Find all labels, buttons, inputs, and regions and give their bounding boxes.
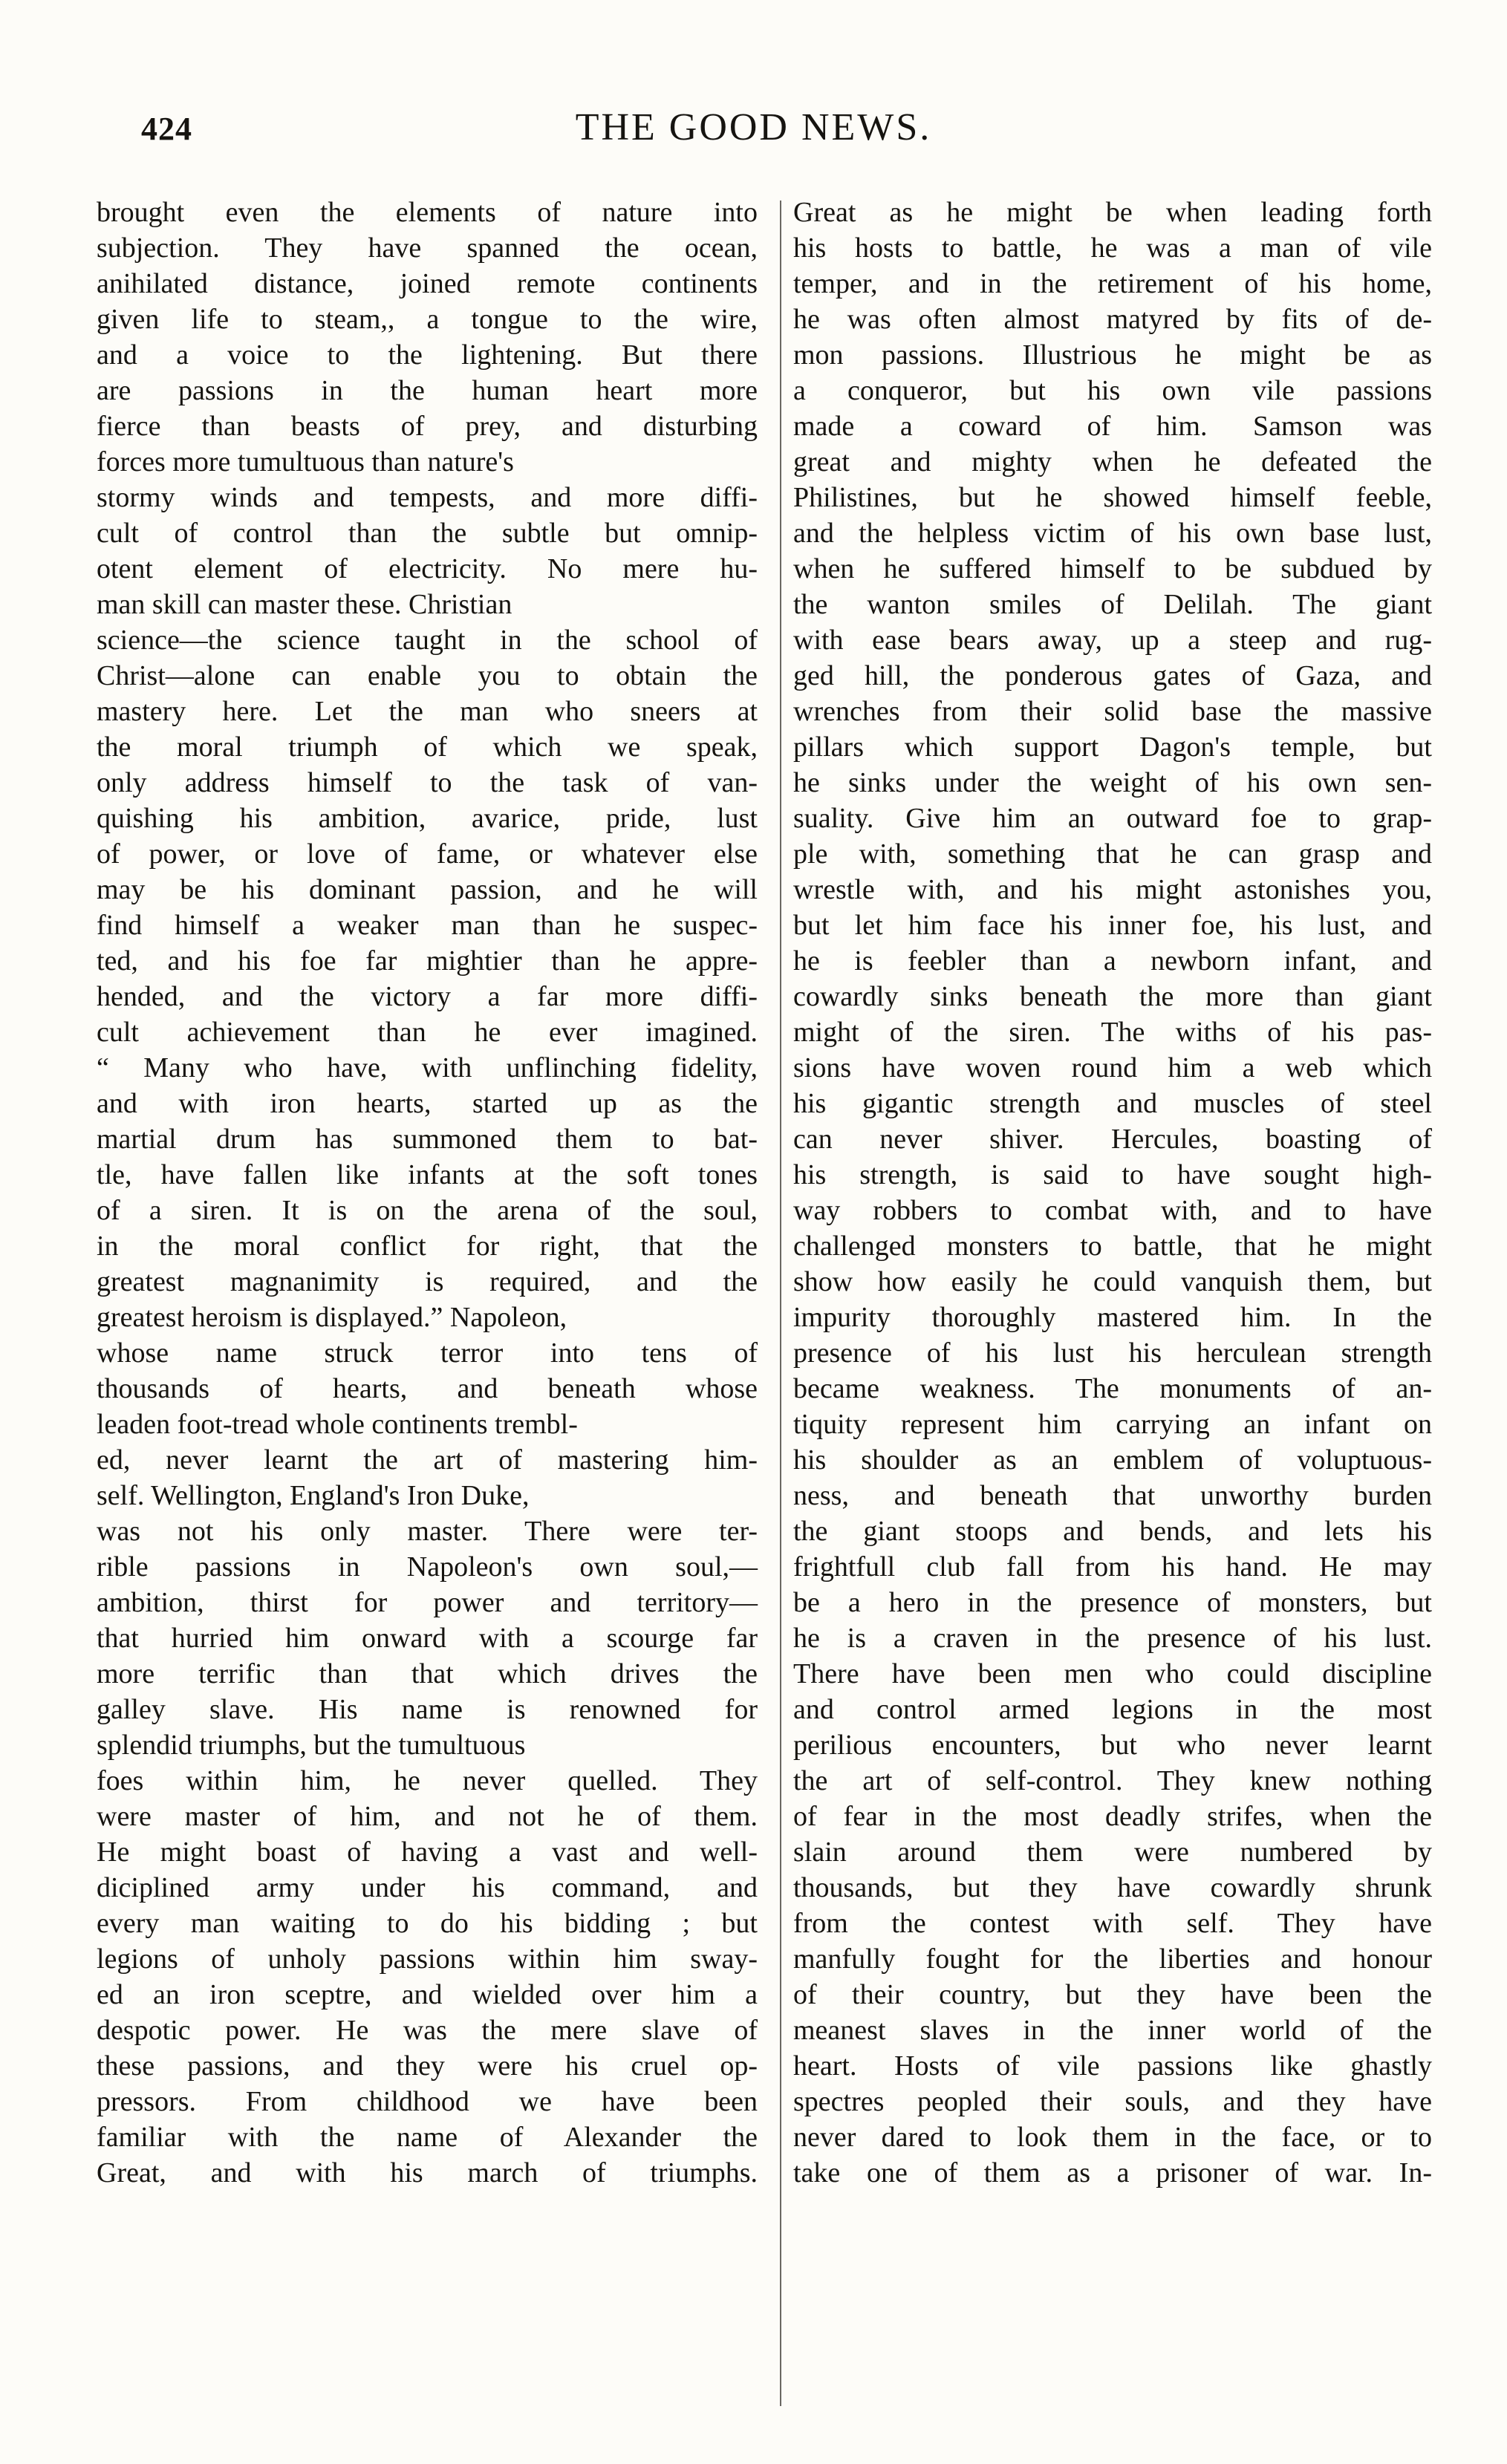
text-line: only address himself to the task of van- <box>97 767 758 798</box>
text-line: greatest magnanimity is required, and the <box>97 1266 758 1297</box>
text-line: legions of unholy passions within him sway- <box>97 1943 758 1975</box>
text-line: ple with, something that he can grasp and <box>793 838 1432 870</box>
text-line: way robbers to combat with, and to have <box>793 1195 1432 1226</box>
text-line: quishing his ambition, avarice, pride, lust <box>97 803 758 834</box>
text-line: but let him face his inner foe, his lust, and <box>793 910 1432 941</box>
text-line: from the contest with self. They have <box>793 1908 1432 1939</box>
text-line: was not his only master. There were ter- <box>97 1516 758 1547</box>
text-line: he was often almost matyred by fits of de- <box>793 304 1432 335</box>
column-rule <box>780 201 781 2406</box>
text-line: ted, and his foe far mightier than he appre- <box>97 945 758 977</box>
text-line: he is feebler than a newborn infant, and <box>793 945 1432 977</box>
text-line: wrenches from their solid base the massive <box>793 696 1432 727</box>
text-line: of a siren. It is on the arena of the soul, <box>97 1195 758 1226</box>
text-line: mon passions. Illustrious he might be as <box>793 339 1432 371</box>
text-line: forces more tumultuous than nature's <box>97 446 514 478</box>
text-line: the giant stoops and bends, and lets his <box>793 1516 1432 1547</box>
text-line: presence of his lust his herculean strength <box>793 1337 1432 1369</box>
text-line: self. Wellington, England's Iron Duke, <box>97 1480 530 1511</box>
text-line: man skill can master these. Christian <box>97 589 512 620</box>
text-line: when he suffered himself to be subdued by <box>793 553 1432 584</box>
text-line: anihilated distance, joined remote continents <box>97 268 758 299</box>
text-line: hended, and the victory a far more diffi- <box>97 981 758 1012</box>
text-line: otent element of electricity. No mere hu- <box>97 553 758 584</box>
text-line: the wanton smiles of Delilah. The giant <box>793 589 1432 620</box>
text-line: tle, have fallen like infants at the soft tones <box>97 1159 758 1190</box>
text-line: be a hero in the presence of monsters, but <box>793 1587 1432 1618</box>
text-line: diciplined army under his command, and <box>97 1872 758 1903</box>
text-line: frightfull club fall from his hand. He may <box>793 1551 1432 1583</box>
text-line: that hurried him onward with a scourge far <box>97 1623 758 1654</box>
text-line: given life to steam,, a tongue to the wire, <box>97 304 758 335</box>
text-line: and a voice to the lightening. But there <box>97 339 758 371</box>
text-line: Christ—alone can enable you to obtain the <box>97 660 758 691</box>
text-line: despotic power. He was the mere slave of <box>97 2015 758 2046</box>
text-line: leaden foot-tread whole continents trembl- <box>97 1409 578 1440</box>
text-line: heart. Hosts of vile passions like ghastly <box>793 2050 1432 2082</box>
text-line: rible passions in Napoleon's own soul,— <box>97 1551 758 1583</box>
text-line: he sinks under the weight of his own sen- <box>793 767 1432 798</box>
running-head: THE GOOD NEWS. <box>575 106 932 149</box>
text-line: mastery here. Let the man who sneers at <box>97 696 758 727</box>
text-line: of their country, but they have been the <box>793 1979 1432 2010</box>
text-line: of fear in the most deadly strifes, when the <box>793 1801 1432 1832</box>
text-line: challenged monsters to battle, that he might <box>793 1231 1432 1262</box>
text-line: sions have woven round him a web which <box>793 1052 1432 1083</box>
text-line: may be his dominant passion, and he will <box>97 874 758 905</box>
text-line: every man waiting to do his bidding ; but <box>97 1908 758 1939</box>
text-line: find himself a weaker man than he suspec- <box>97 910 758 941</box>
text-line: He might boast of having a vast and well- <box>97 1836 758 1868</box>
text-line: “ Many who have, with unflinching fidelity, <box>97 1052 758 1083</box>
text-line: manfully fought for the liberties and honour <box>793 1943 1432 1975</box>
text-line: subjection. They have spanned the ocean, <box>97 232 758 264</box>
text-line: perilious encounters, but who never learnt <box>793 1730 1432 1761</box>
text-line: with ease bears away, up a steep and rug- <box>793 625 1432 656</box>
text-line: ed, never learnt the art of mastering him- <box>97 1444 758 1476</box>
text-line: pillars which support Dagon's temple, but <box>793 731 1432 763</box>
text-line: never dared to look them in the face, or to <box>793 2122 1432 2153</box>
text-line: his shoulder as an emblem of voluptuous- <box>793 1444 1432 1476</box>
right-column <box>793 195 1447 2191</box>
text-line: Great as he might be when leading forth <box>793 197 1432 228</box>
text-line: his gigantic strength and muscles of steel <box>793 1088 1432 1119</box>
text-line: cult achievement than he ever imagined. <box>97 1017 758 1048</box>
text-line: martial drum has summoned them to bat- <box>97 1124 758 1155</box>
text-line: of power, or love of fame, or whatever else <box>97 838 758 870</box>
text-line: show how easily he could vanquish them, but <box>793 1266 1432 1297</box>
text-line: more terrific than that which drives the <box>97 1658 758 1689</box>
text-line: were master of him, and not he of them. <box>97 1801 758 1832</box>
text-line: Philistines, but he showed himself feeble, <box>793 482 1432 513</box>
text-line: tiquity represent him carrying an infant on <box>793 1409 1432 1440</box>
text-line: greatest heroism is displayed.” Napoleon, <box>97 1302 567 1333</box>
text-line: galley slave. His name is renowned for <box>97 1694 758 1725</box>
text-line: science—the science taught in the school of <box>97 625 758 656</box>
text-line: brought even the elements of nature into <box>97 197 758 228</box>
text-line: impurity thoroughly mastered him. In the <box>793 1302 1432 1333</box>
text-line: the art of self-control. They knew nothing <box>793 1765 1432 1796</box>
text-line: his hosts to battle, he was a man of vile <box>793 232 1432 264</box>
text-line: ed an iron sceptre, and wielded over him a <box>97 1979 758 2010</box>
text-line: ambition, thirst for power and territory— <box>97 1587 758 1618</box>
text-line: became weakness. The monuments of an- <box>793 1373 1432 1404</box>
text-line: and the helpless victim of his own base lust, <box>793 518 1432 549</box>
text-line: his strength, is said to have sought high- <box>793 1159 1432 1190</box>
text-line: fierce than beasts of prey, and disturbing <box>97 411 758 442</box>
text-line: foes within him, he never quelled. They <box>97 1765 758 1796</box>
text-line: There have been men who could discipline <box>793 1658 1432 1689</box>
text-line: familiar with the name of Alexander the <box>97 2122 758 2153</box>
left-column <box>97 195 769 2191</box>
text-line: Great, and with his march of triumphs. <box>97 2157 758 2188</box>
text-line: spectres peopled their souls, and they have <box>793 2086 1432 2117</box>
page-number: 424 <box>141 111 192 147</box>
text-line: are passions in the human heart more <box>97 375 758 406</box>
text-line: great and mighty when he defeated the <box>793 446 1432 478</box>
text-line: cult of control than the subtle but omnip- <box>97 518 758 549</box>
text-line: and control armed legions in the most <box>793 1694 1432 1725</box>
text-line: he is a craven in the presence of his lust. <box>793 1623 1432 1654</box>
text-line: wrestle with, and his might astonishes you, <box>793 874 1432 905</box>
text-line: might of the siren. The withs of his pas- <box>793 1017 1432 1048</box>
text-line: splendid triumphs, but the tumultuous <box>97 1730 526 1761</box>
text-line: and with iron hearts, started up as the <box>97 1088 758 1119</box>
text-line: cowardly sinks beneath the more than giant <box>793 981 1432 1012</box>
text-line: thousands of hearts, and beneath whose <box>97 1373 758 1404</box>
text-line: take one of them as a prisoner of war. In- <box>793 2157 1432 2188</box>
text-line: meanest slaves in the inner world of the <box>793 2015 1432 2046</box>
text-line: ged hill, the ponderous gates of Gaza, and <box>793 660 1432 691</box>
text-line: pressors. From childhood we have been <box>97 2086 758 2117</box>
text-line: can never shiver. Hercules, boasting of <box>793 1124 1432 1155</box>
text-line: thousands, but they have cowardly shrunk <box>793 1872 1432 1903</box>
text-line: stormy winds and tempests, and more diffi- <box>97 482 758 513</box>
text-line: suality. Give him an outward foe to grap- <box>793 803 1432 834</box>
text-line: a conqueror, but his own vile passions <box>793 375 1432 406</box>
text-line: whose name struck terror into tens of <box>97 1337 758 1369</box>
text-line: ness, and beneath that unworthy burden <box>793 1480 1432 1511</box>
text-line: slain around them were numbered by <box>793 1836 1432 1868</box>
text-line: these passions, and they were his cruel op- <box>97 2050 758 2082</box>
text-line: made a coward of him. Samson was <box>793 411 1432 442</box>
text-line: the moral triumph of which we speak, <box>97 731 758 763</box>
text-line: in the moral conflict for right, that the <box>97 1231 758 1262</box>
text-line: temper, and in the retirement of his home, <box>793 268 1432 299</box>
